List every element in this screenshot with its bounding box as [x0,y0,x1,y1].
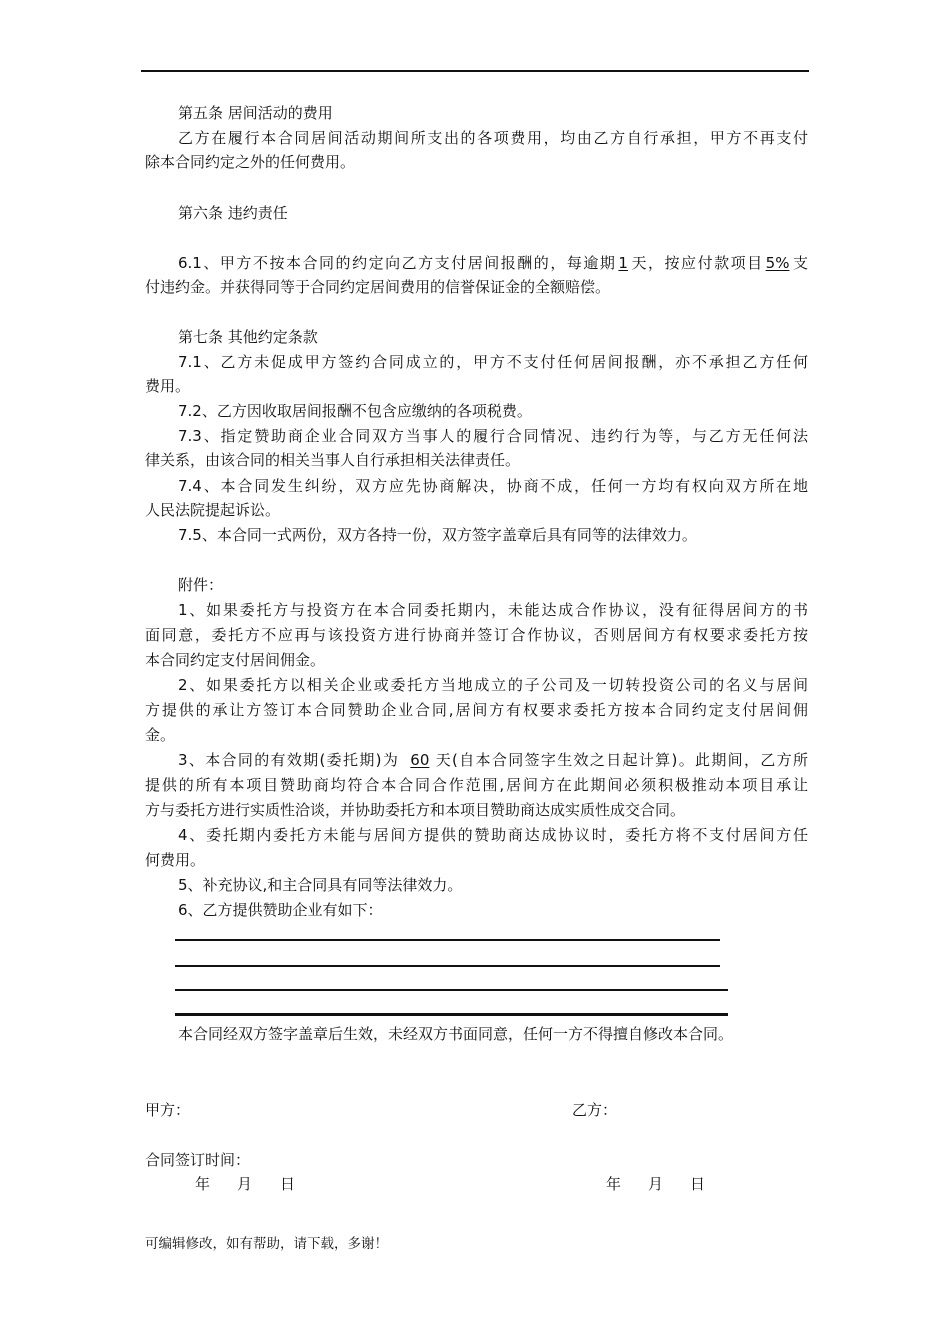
attachment-item6-line: 6、乙方提供赞助企业有如下： [178,901,383,919]
party-a-date-day: 日 [280,1175,296,1193]
attachment-item3-line [178,750,808,770]
attachment-item1-line: 面同意，委托方不应再与该投资方进行协商并签订合作协议，否则居间方有权要求委托方按 [145,626,808,644]
clause-7-3-line: 律关系，由该合同的相关当事人自行承担相关法律责任。 [145,451,521,469]
clause-6-1-line: 付违约金。并获得同等于合同约定居间费用的信誉保证金的全额赔偿。 [145,278,611,296]
attachment-item2-line: 方提供的承让方签订本合同赞助企业合同,居间方有权要求委托方按本合同约定支付居间佣 [145,701,808,719]
party-b-date-year: 年 [606,1175,622,1193]
attachment-item3-line: 提供的所有本项目赞助商均符合本合同合作范围,居间方在此期间必须积极推动本项目承让 [145,776,808,794]
party-a-date-month: 月 [237,1175,253,1193]
attachment-item1-line: 1、如果委托方与投资方在本合同委托期内，未能达成合作协议，没有征得居间方的书 [178,601,808,619]
party-a-date-year: 年 [195,1175,211,1193]
attachment-item2-line: 金。 [145,726,176,744]
clause-7-4-line: 7.4、本合同发生纠纷，双方应先协商解决，协商不成，任何一方均有权向双方所在地 [178,477,808,495]
party-b-date-day: 日 [690,1175,706,1193]
blank-fill-line [175,1013,728,1016]
overdue-days-value: 1 [618,254,628,272]
attachment-item3-text: 3、本合同的有效期(委托期)为 [178,751,400,769]
clause-7-3-line: 7.3、指定赞助商企业合同双方当事人的履行合同情况、违约行为等，与乙方无任何法 [178,427,808,445]
clause-6-1-text: 6.1、甲方不按本合同的约定向乙方支付居间报酬的，每逾期 [178,254,617,272]
blank-fill-line [175,989,728,991]
attachment-item5-line: 5、补充协议,和主合同具有同等法律效力。 [178,876,463,894]
sign-date-label: 合同签订时间： [145,1151,251,1169]
article5-title: 第五条 居间活动的费用 [178,104,333,122]
clause-6-1-line [178,253,808,273]
article5-line: 除本合同约定之外的任何费用。 [145,153,356,171]
clause-7-2-line: 7.2、乙方因收取居间报酬不包含应缴纳的各项税费。 [178,402,532,420]
closing-statement: 本合同经双方签字盖章后生效，未经双方书面同意，任何一方不得擅自修改本合同。 [178,1025,734,1043]
footer-note: 可编辑修改，如有帮助，请下载，多谢！ [145,1236,388,1252]
party-a-label: 甲方： [145,1101,191,1119]
attachment-item3-line: 方与委托方进行实质性洽谈，并协助委托方和本项目赞助商达成实质性成交合同。 [145,801,686,819]
article6-title: 第六条 违约责任 [178,204,288,222]
clause-7-4-line: 人民法院提起诉讼。 [145,501,281,519]
attachment-title: 附件： [178,576,224,594]
clause-7-5-line: 7.5、本合同一式两份，双方各持一份，双方签字盖章后具有同等的法律效力。 [178,526,697,544]
attachment-item2-line: 2、如果委托方以相关企业或委托方当地成立的子公司及一切转投资公司的名义与居间 [178,676,808,694]
attachment-item4-line: 何费用。 [145,851,206,869]
blank-fill-line [175,965,720,967]
attachment-item1-line: 本合同约定支付居间佣金。 [145,651,326,669]
party-b-label: 乙方： [572,1101,618,1119]
article5-line: 乙方在履行本合同居间活动期间所支出的各项费用，均由乙方自行承担，甲方不再支付 [178,129,808,147]
article7-title: 第七条 其他约定条款 [178,328,318,346]
party-b-date-month: 月 [648,1175,664,1193]
clause-7-1-line: 费用。 [145,377,191,395]
blank-fill-line [175,939,720,941]
term-days-value: 60 [410,751,430,769]
clause-6-1-text: 支 [791,254,808,272]
clause-6-1-text: 天，按应付款项目 [629,254,764,272]
attachment-item4-line: 4、委托期内委托方未能与居间方提供的赞助商达成协议时，委托方将不支付居间方任 [178,826,808,844]
clause-7-1-line: 7.1、乙方未促成甲方签约合同成立的，甲方不支付任何居间报酬，亦不承担乙方任何 [178,353,808,371]
header-rule [141,70,809,72]
attachment-item3-text: 天(自本合同签字生效之日起计算)。此期间，乙方所 [434,751,808,769]
penalty-rate-value: 5% [765,254,790,272]
